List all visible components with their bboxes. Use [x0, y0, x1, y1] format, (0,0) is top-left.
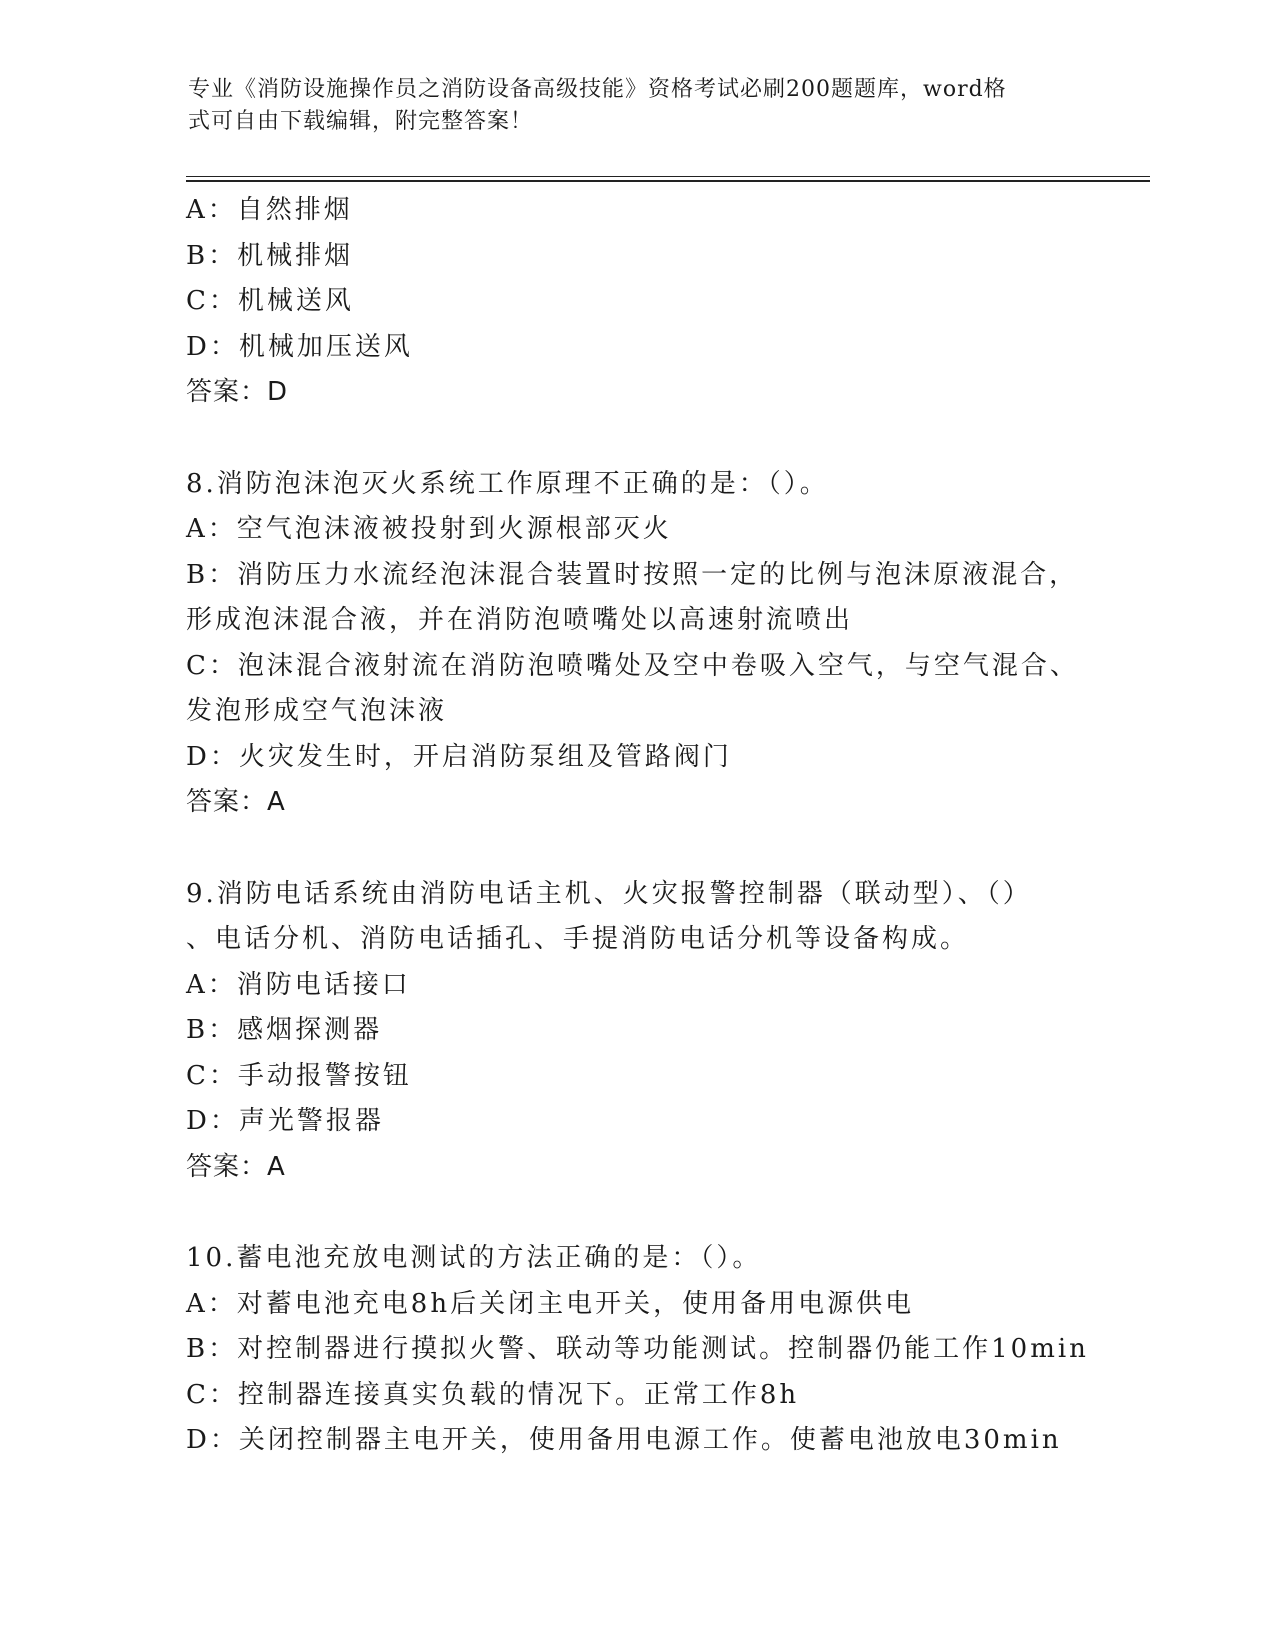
option-a: A：对蓄电池充电8h后关闭主电开关，使用备用电源供电	[186, 1288, 915, 1319]
option-a: A：消防电话接口	[186, 969, 411, 1000]
page-header	[188, 74, 1068, 138]
question-text-cont: 、电话分机、消防电话插孔、手提消防电话分机等设备构成。	[186, 924, 970, 954]
question-7	[186, 188, 1086, 416]
option-b: B：消防压力水流经泡沫混合装置时按照一定的比例与泡沫原液混合，	[186, 559, 1079, 590]
option-d: D：声光警报器	[186, 1106, 384, 1136]
header-rule-thick	[186, 180, 1150, 182]
header-line-1: 专业《消防设施操作员之消防设备高级技能》资格考试必刷200题题库，word格	[188, 77, 1007, 102]
option-a: A：空气泡沫液被投射到火源根部灭火	[186, 514, 672, 544]
question-list	[186, 188, 1089, 1464]
option-b-cont: 形成泡沫混合液，并在消防泡喷嘴处以高速射流喷出	[186, 605, 854, 635]
header-line-2: 式可自由下载编辑，附完整答案！	[188, 109, 534, 134]
question-9	[186, 872, 1086, 1191]
spacer	[186, 1190, 1086, 1236]
option-d: D：机械加压送风	[186, 331, 413, 362]
option-d: D：火灾发生时，开启消防泵组及管路阀门	[186, 741, 732, 772]
option-b: B：机械排烟	[186, 240, 354, 271]
spacer	[186, 416, 1086, 462]
option-c: C：手动报警按钮	[186, 1060, 412, 1091]
question-text: 9.消防电话系统由消防电话主机、火灾报警控制器（联动型）、（）	[186, 878, 1032, 909]
option-b: B：对控制器进行摸拟火警、联动等功能测试。控制器仍能工作10min	[186, 1334, 1089, 1364]
question-8	[186, 462, 1086, 826]
option-c: C：机械送风	[186, 286, 354, 316]
answer: 答案：A	[186, 1151, 286, 1182]
option-b: B：感烟探测器	[186, 1015, 383, 1045]
option-a: A：自然排烟	[186, 195, 353, 225]
answer: 答案：D	[186, 377, 289, 407]
option-d: D：关闭控制器主电开关，使用备用电源工作。使蓄电池放电30min	[186, 1425, 1062, 1455]
answer: 答案：A	[186, 787, 286, 817]
option-c-cont: 发泡形成空气泡沫液	[186, 696, 448, 726]
question-text: 8.消防泡沫泡灭火系统工作原理不正确的是：（）。	[186, 468, 829, 499]
option-c: C：控制器连接真实负载的情况下。正常工作8h	[186, 1379, 800, 1410]
spacer	[186, 826, 1086, 872]
option-c: C：泡沫混合液射流在消防泡喷嘴处及空中卷吸入空气，与空气混合、	[186, 650, 1079, 681]
header-rule-thin	[186, 176, 1150, 177]
question-10	[186, 1236, 1089, 1464]
question-text: 10.蓄电池充放电测试的方法正确的是：（）。	[186, 1243, 762, 1273]
